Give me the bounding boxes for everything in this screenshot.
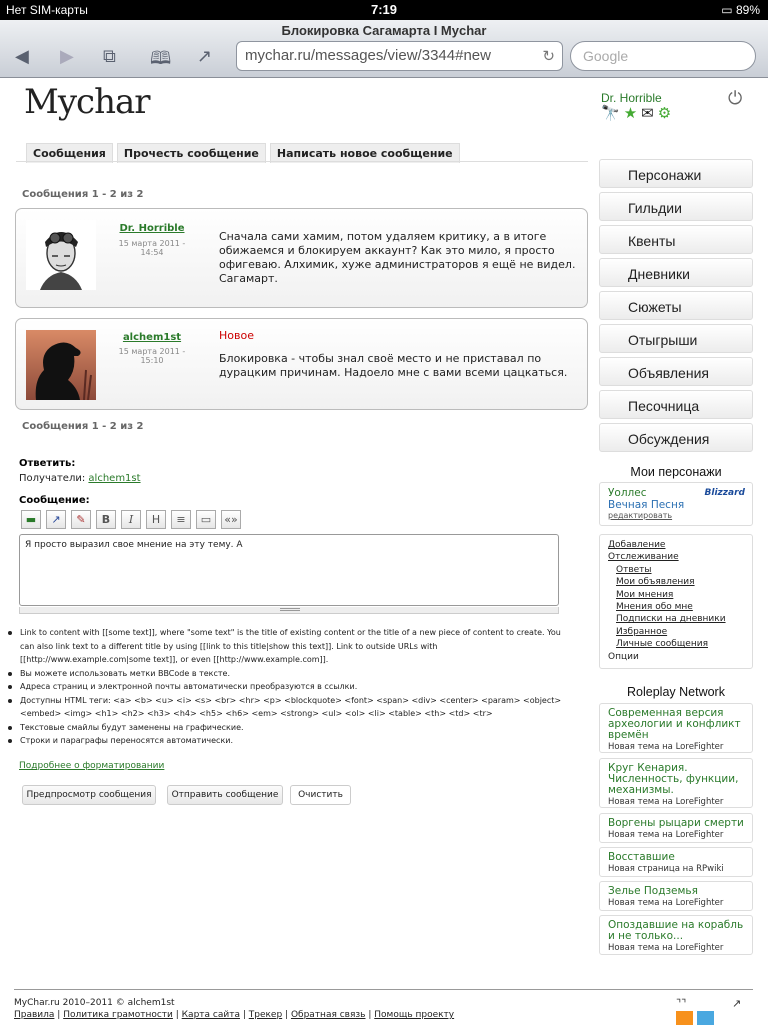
footer-divider — [14, 989, 753, 990]
news-title[interactable]: Зелье Подземья — [608, 885, 698, 897]
resize-handle[interactable] — [19, 607, 559, 614]
message-label: Сообщение: — [19, 495, 90, 506]
url-text: mychar.ru/messages/view/3344#new — [245, 47, 491, 64]
tab-new-message[interactable]: Написать новое сообщение — [270, 143, 460, 163]
bookmarks-icon[interactable]: 🕮 — [150, 48, 172, 69]
tabs-icon[interactable]: ⧉ — [103, 46, 116, 67]
copyright: MyChar.ru 2010–2011 © alchem1st — [14, 998, 175, 1008]
character-guild[interactable]: Вечная Песня — [608, 499, 685, 511]
bold-icon[interactable]: B — [96, 510, 116, 529]
browser-toolbar — [0, 20, 768, 78]
news-title[interactable]: Восставшие — [608, 851, 675, 863]
footer-links: Правила | Политика грамотности | Карта сайта | Трекер | Обратная связь | Помощь проекту — [14, 1010, 455, 1020]
site-logo[interactable]: Mychar — [24, 82, 150, 122]
link-my-ads[interactable]: Мои объявления — [616, 577, 695, 588]
message-textarea[interactable] — [19, 534, 559, 606]
footer-link-feedback[interactable]: Обратная связь — [290, 1010, 366, 1020]
status-bar — [0, 0, 768, 20]
username-link[interactable]: Dr. Horrible — [601, 91, 662, 105]
sidebar-item-guilds[interactable]: Гильдии — [599, 192, 753, 221]
news-title[interactable]: Круг Кенария. Численность, функции, механизмы. — [608, 762, 739, 796]
code-icon[interactable]: «» — [221, 510, 241, 529]
tip: Доступны HTML теги: <a> <b> <u> <i> <s> <br> <hr> <p> <blockquote> <font> <span> <div> <center> <param> <object> <embed> <img> <h1> <h2> <h3> <h4> <h5> <h6> <em> <strong> <ul> <ol> <li> <table> <th> <td> <tr> — [8, 694, 568, 721]
footer-link-literacy[interactable]: Политика грамотности — [63, 1010, 173, 1020]
link-add[interactable]: Добавление — [608, 540, 666, 550]
message-text: Сначала сами хамим, потом удаляем критику, а в итоге обижаемся и блокируем аккаунт? Как это мило, я просто офигеваю. Алхимик, хуже администраторов я ещё не видел. Сагамарт. — [219, 230, 576, 285]
message-card — [15, 208, 588, 308]
link-favorites[interactable]: Избранное — [616, 626, 668, 637]
sidebar-item-characters[interactable]: Персонажи — [599, 159, 753, 188]
rss-icon[interactable] — [676, 1011, 693, 1025]
tab-messages[interactable]: Сообщения — [26, 143, 113, 163]
reply-heading-text: Ответить — [19, 458, 72, 469]
tip: Строки и параграфы переносятся автоматически. — [8, 734, 568, 748]
footer-link-sitemap[interactable]: Карта сайта — [181, 1010, 240, 1020]
star-icon[interactable]: ★ — [623, 104, 638, 122]
link-icon[interactable]: ↗ — [46, 510, 66, 529]
link-private-messages[interactable]: Личные сообщения — [616, 639, 708, 650]
tip: Вы можете использовать метки BBCode в тексте. — [8, 667, 568, 681]
news-source: Новая тема на LoreFighter — [608, 830, 724, 840]
author-link[interactable]: alchem1st — [122, 332, 182, 343]
news-source: Новая страница на RPwiki — [608, 864, 724, 874]
reply-heading: Ответить: — [19, 458, 76, 469]
sidebar-item-diaries[interactable]: Дневники — [599, 258, 753, 287]
send-button[interactable]: Отправить сообщение — [167, 785, 283, 805]
link-my-opinions[interactable]: Мои мнения — [616, 589, 674, 600]
preview-button[interactable]: Предпросмотр сообщения — [22, 785, 156, 805]
gear-icon[interactable]: ⚙ — [657, 104, 672, 122]
news-item[interactable] — [599, 847, 753, 877]
link-opinions-about-me[interactable]: Мнения обо мне — [616, 602, 693, 613]
italic-icon[interactable]: I — [121, 510, 141, 529]
network-heading: Roleplay Network — [627, 685, 725, 699]
edit-character-link[interactable]: редактировать — [608, 511, 673, 520]
news-item[interactable] — [599, 813, 753, 843]
logout-icon[interactable]: ⏻ — [728, 88, 743, 109]
tab-divider — [16, 161, 588, 162]
sidebar-item-plots[interactable]: Сюжеты — [599, 291, 753, 320]
blizzard-logo: Blizzard — [704, 488, 745, 498]
link-replies[interactable]: Ответы — [616, 564, 652, 575]
link-tracking[interactable]: Отслеживание — [608, 552, 679, 563]
news-source: Новая тема на LoreFighter — [608, 797, 724, 807]
more-formatting-link[interactable]: Подробнее о форматировании — [19, 761, 165, 771]
author-link[interactable]: Dr. Horrible — [119, 223, 185, 234]
footer-link-tracker[interactable]: Трекер — [248, 1010, 283, 1020]
user-links — [599, 534, 753, 669]
reload-icon[interactable]: ↻ — [542, 48, 555, 65]
external-arrow-icon[interactable]: ↗ — [732, 997, 742, 1010]
avatar — [26, 330, 96, 400]
align-icon[interactable]: ≡ — [171, 510, 191, 529]
sidebar-item-roleplays[interactable]: Отыгрыши — [599, 324, 753, 353]
message-card — [15, 318, 588, 410]
character-card — [599, 482, 753, 526]
avatar — [26, 220, 96, 290]
sidebar-item-quents[interactable]: Квенты — [599, 225, 753, 254]
tab-read-message[interactable]: Прочесть сообщение — [117, 143, 266, 163]
news-title[interactable]: Современная версия археологии и конфликт времён — [608, 707, 741, 741]
sidebar-nav — [599, 159, 753, 456]
search-input[interactable]: Google — [570, 41, 756, 71]
message-text: Блокировка - чтобы знал своё место и не приставал по дурацким причинам. Надоело мне с вами всеми цацкаться. — [219, 352, 568, 379]
news-source: Новая тема на LoreFighter — [608, 943, 724, 953]
news-title[interactable]: Воргены рыцари смерти — [608, 817, 744, 829]
sidebar-item-sandbox[interactable]: Песочница — [599, 390, 753, 419]
share-icon[interactable]: ↗ — [197, 46, 213, 67]
message-date: 15 марта 2011 - 14:54 — [118, 239, 186, 257]
news-title[interactable]: Опоздавшие на корабль и не только... — [608, 919, 744, 942]
character-name[interactable]: Уоллес — [608, 487, 647, 499]
sidebar-item-discussions[interactable]: Обсуждения — [599, 423, 753, 452]
recipients — [19, 473, 141, 484]
message-counter: Сообщения 1 - 2 из 2 — [22, 189, 144, 200]
battery-icon: ▭ — [721, 3, 736, 17]
news-item[interactable] — [599, 758, 753, 808]
sidebar-item-ads[interactable]: Объявления — [599, 357, 753, 386]
clear-button[interactable]: Очистить — [290, 785, 351, 805]
tip: Адреса страниц и электронной почты автоматически преобразуются в ссылки. — [8, 680, 568, 694]
user-icons — [601, 104, 675, 122]
battery-percent: 89% — [735, 3, 760, 17]
url-field[interactable] — [236, 41, 563, 71]
news-source: Новая тема на LoreFighter — [608, 898, 724, 908]
binoculars-icon[interactable]: 🔭 — [601, 104, 620, 122]
link-diary-subscriptions[interactable]: Подписки на дневники — [616, 614, 726, 625]
link-options[interactable]: Опции — [608, 651, 639, 662]
forward-icon[interactable]: ▶ — [60, 46, 74, 67]
news-source: Новая тема на LoreFighter — [608, 742, 724, 752]
carrier-label: Нет SIM-карты — [6, 3, 88, 17]
unlink-icon[interactable]: ✎ — [71, 510, 91, 529]
footer-link-rules[interactable]: Правила — [14, 1010, 55, 1020]
page-title: Блокировка Сагамарта I Mychar — [281, 23, 487, 38]
back-icon[interactable]: ◀ — [15, 46, 29, 67]
tip: Link to content with [[some text]], where "some text" is the title of existing content or the title of a new piece of content to create. You can also link text to a different title by using [[link to this title|show this text]]. Link to outside URLs with [[http://www.example.com|some text]], or even [[http://www.example.com]]. — [8, 626, 568, 667]
heading-icon[interactable]: H — [146, 510, 166, 529]
my-characters-heading: Мои персонажи — [630, 465, 722, 479]
quote-mark-icon: ⌝⌝ — [676, 997, 687, 1010]
formatting-tips — [8, 626, 568, 748]
message-counter: Сообщения 1 - 2 из 2 — [22, 421, 144, 432]
recipients-label: Получатели: — [19, 473, 86, 484]
mail-icon[interactable]: ✉ — [641, 104, 654, 122]
battery-label — [721, 3, 760, 17]
quote-icon[interactable]: ▭ — [196, 510, 216, 529]
new-label: Новое — [219, 329, 254, 342]
twitter-icon[interactable] — [697, 1011, 714, 1025]
message-date: 15 марта 2011 - 15:10 — [118, 347, 186, 365]
message-tabs — [26, 143, 464, 163]
news-item[interactable] — [599, 881, 753, 911]
image-icon[interactable]: ▬ — [21, 510, 41, 529]
recipient-link[interactable]: alchem1st — [88, 473, 141, 484]
editor-toolbar — [21, 510, 246, 529]
footer-icons — [676, 997, 742, 1028]
footer-link-donate[interactable]: Помощь проекту — [374, 1010, 455, 1020]
news-item[interactable] — [599, 915, 753, 955]
tip: Текстовые смайлы будут заменены на графические. — [8, 721, 568, 735]
clock: 7:19 — [370, 2, 398, 17]
news-item[interactable] — [599, 703, 753, 753]
